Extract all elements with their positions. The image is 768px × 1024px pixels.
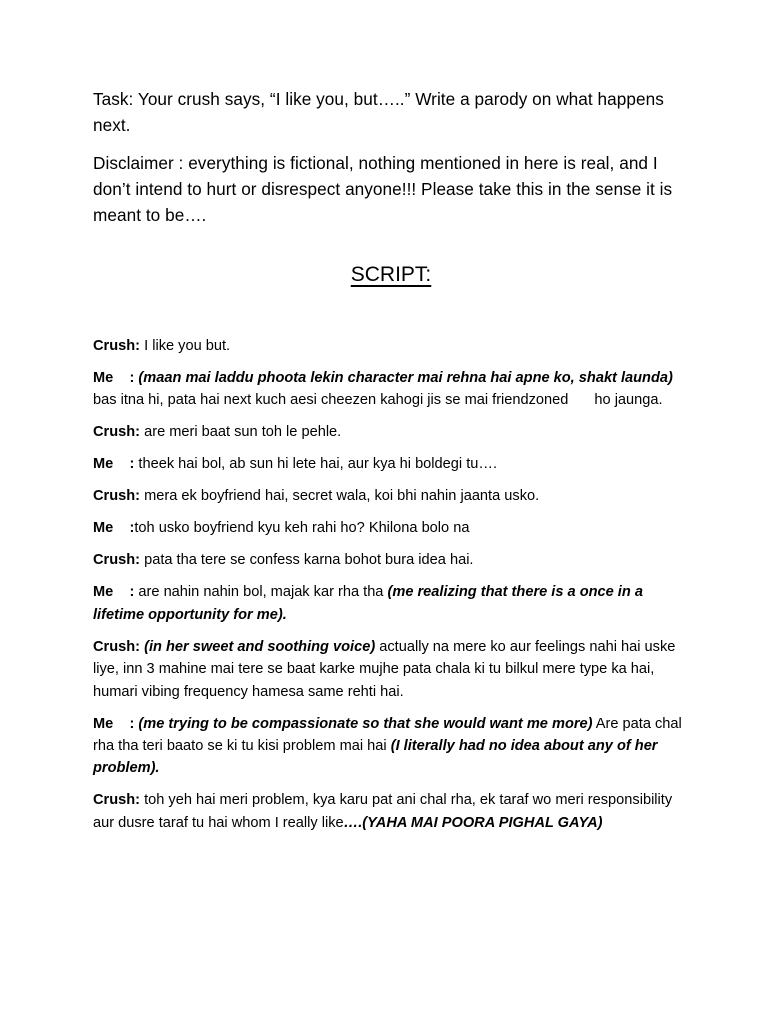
dialog-text: theek hai bol, ab sun hi lete hai, aur kya hi boldegi tu…. <box>138 456 498 473</box>
stage-direction: (me realizing that there is a once in a lifetime opportunity for me). <box>93 584 643 623</box>
dialog-line <box>93 549 683 571</box>
intro-section <box>93 86 683 228</box>
speaker-separator: : <box>135 792 145 809</box>
dialog-line <box>93 485 683 507</box>
dialog-text: are meri baat sun toh le pehle. <box>144 424 342 441</box>
dialog-text: ho jaunga. <box>594 392 663 409</box>
dialog-text: Are pata chal rha tha teri baato se ki tu kisi problem mai hai <box>93 715 682 755</box>
stage-direction: ….(YAHA MAI POORA PIGHAL GAYA) <box>343 814 603 831</box>
speaker-separator: : <box>113 584 139 601</box>
speaker-separator: : <box>113 520 135 537</box>
speaker-name: Me <box>93 456 114 473</box>
speaker-name: Me <box>93 715 114 732</box>
dialog-section <box>93 335 683 834</box>
dialog-line <box>93 453 683 475</box>
dialog-text: I like you but. <box>144 338 231 354</box>
speaker-separator: : <box>113 370 139 386</box>
dialog-line <box>93 335 683 357</box>
dialog-line <box>93 367 683 412</box>
dialog-text: mera ek boyfriend hai, secret wala, koi bhi nahin jaanta usko. <box>144 488 540 505</box>
dialog-text: pata tha tere se confess karna bohot bura idea hai. <box>144 552 474 569</box>
speaker-name: Crush <box>93 792 136 809</box>
speaker-name: Me <box>93 584 114 601</box>
speaker-name: Crush <box>93 424 136 441</box>
dialog-text: toh yeh hai meri problem, kya karu pat ani chal rha, ek taraf wo meri responsibility aur dusre taraf tu hai whom I really like <box>93 792 673 831</box>
dialog-text: actually na mere ko aur feelings nahi hai uske liye, inn 3 mahine mai tere se baat karke mujhe pata chala ki tu bilkul mere type ka hai, humari vibing frequency hamesa same rehti hai. <box>93 638 676 700</box>
dialog-line <box>93 421 683 443</box>
stage-direction: (me trying to be compassionate so that she would want me more) <box>138 715 593 732</box>
stage-direction: (I literally had no idea about any of her problem). <box>93 738 658 777</box>
script-heading: SCRIPT: <box>350 263 432 286</box>
dialog-line <box>93 517 683 539</box>
speaker-separator: : <box>135 488 145 505</box>
speaker-separator: : <box>135 638 145 655</box>
dialog-text: toh usko boyfriend kyu keh rahi ho? Khilona bolo na <box>134 520 470 537</box>
speaker-name: Crush <box>93 552 136 569</box>
speaker-name: Me <box>93 370 114 386</box>
dialog-text: bas itna hi, pata hai next kuch aesi cheezen kahogi jis se mai friendzoned <box>93 392 569 409</box>
speaker-separator: : <box>113 456 139 473</box>
dialog-line <box>93 713 683 780</box>
speaker-name: Crush <box>93 338 136 354</box>
speaker-name: Crush <box>93 638 136 655</box>
stage-direction: (maan mai laddu phoota lekin character mai rehna hai apne ko, shakt launda) <box>138 370 673 386</box>
document-page <box>93 86 683 844</box>
disclaimer-paragraph: Disclaimer : everything is fictional, nothing mentioned in here is real, and I don’t intend to hurt or disrespect anyone!!! Please take this in the sense it is meant to be…. <box>93 153 673 225</box>
speaker-separator: : <box>135 338 145 354</box>
task-paragraph: Task: Your crush says, “I like you, but…..” Write a parody on what happens next. <box>93 89 664 135</box>
dialog-line <box>93 581 683 626</box>
dialog-text: are nahin nahin bol, majak kar rha tha <box>138 584 388 601</box>
speaker-name: Me <box>93 520 114 537</box>
speaker-separator: : <box>113 715 139 732</box>
speaker-name: Crush <box>93 488 136 505</box>
speaker-separator: : <box>135 552 145 569</box>
speaker-separator: : <box>135 424 145 441</box>
dialog-line <box>93 789 683 834</box>
dialog-line <box>93 636 683 703</box>
stage-direction: (in her sweet and soothing voice) <box>144 638 376 655</box>
